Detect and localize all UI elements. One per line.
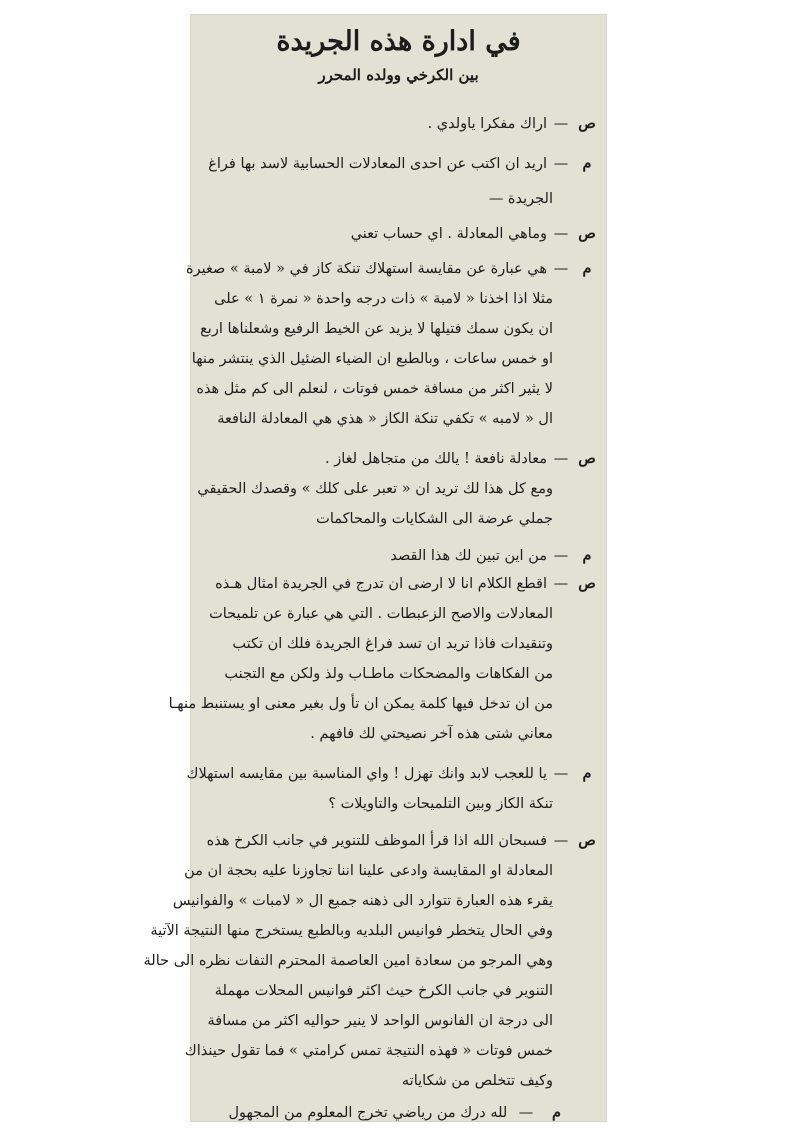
dialogue-text: يقرء هذه العبارة تتوارد الى ذهنه جميع ال « لامبات » والفوانيس	[172, 893, 553, 909]
speaker-mark: ص	[578, 575, 596, 592]
dialogue-line	[202, 826, 599, 856]
dialogue-line	[202, 629, 599, 659]
speaker-mark: م	[582, 547, 592, 564]
dialogue-line	[184, 1036, 599, 1066]
dialogue-text: المعادلة او المقايسة وادعى علينا اننا تجاوزنا عليه بحجة ان من	[184, 863, 553, 879]
dialogue-dash: —	[553, 226, 569, 242]
dialogue-text: خمس فوتات « فهذه النتيجة تمس كرامتي » فما تقول حينذاك	[184, 1043, 553, 1059]
dialogue-text: من اين تبين لك هذا القصد	[390, 548, 547, 564]
dialogue-text: الى درجة ان الفانوس الواحد لا ينير حواليه اكثر من مسافة	[207, 1013, 553, 1029]
dialogue-line	[150, 916, 599, 946]
dialogue-text: جملي عرضة الى الشكايات والمحاكمات	[316, 511, 553, 527]
dialogue-text: وفي الحال يتخطر فوانيس البلديه وبالطبع يستخرج منها النتيجة الآتية	[150, 923, 553, 939]
dialogue-text: يا للعجب لابد وانك تهزل ! واي المناسبة بين مقايسه استهلاك	[186, 766, 547, 782]
dialogue-text: معاني شتى هذه آخر نصيحتي لك فافهم .	[310, 726, 553, 742]
speaker-mark: ص	[578, 832, 596, 849]
dialogue-text: وماهي المعادلة . اي حساب تعني	[350, 226, 547, 242]
dialogue-dash: —	[518, 1105, 534, 1121]
speaker-mark: م	[582, 260, 592, 277]
speaker-mark: م	[582, 155, 592, 172]
dialogue-line	[202, 599, 599, 629]
dialogue-text: اقطع الكلام انا لا ارضى ان تدرج في الجريدة امثال هـذه	[215, 576, 547, 592]
dialogue-line	[186, 759, 599, 789]
dialogue-dash: —	[553, 156, 569, 172]
dialogue-line	[185, 254, 599, 284]
dialogue-text: من الفكاهات والمضحكات ماطـاب ولذ ولكن مع التجنب	[224, 666, 553, 682]
dialogue-line	[202, 541, 599, 571]
dialogue-line	[202, 719, 599, 749]
dialogue-line	[143, 946, 599, 976]
dialogue-text: معادلة نافعة ! يالك من متجاهل لغاز .	[325, 451, 547, 467]
speaker-mark: م	[582, 765, 592, 782]
dialogue-line	[196, 374, 599, 404]
dialogue-line	[197, 474, 599, 504]
dialogue-line	[202, 569, 599, 599]
dialogue-dash: —	[553, 261, 569, 277]
dialogue-line	[202, 789, 599, 819]
dialogue-text: وتنقيدات فاذا تريد ان تسد فراغ الجريدة فلك ان تكتب	[232, 636, 553, 652]
dialogue-dash: —	[553, 833, 569, 849]
dialogue-line	[202, 504, 599, 534]
dialogue-dash: —	[553, 766, 569, 782]
dialogue-text: وكيف تتخلص من شكاياته	[401, 1073, 553, 1089]
dialogue-line	[202, 1006, 599, 1036]
page-title: في ادارة هذه الجريدة	[276, 26, 521, 57]
dialogue-text: لا يثير اكثر من مسافة خمس فوتات ، لنعلم الى كم مثل هذه	[196, 381, 553, 397]
speaker-mark: ص	[578, 115, 596, 132]
dialogue-line	[191, 344, 599, 374]
dialogue-text: هي عبارة عن مقايسة استهلاك تنكة كاز في « لامبة » صغيرة	[185, 261, 547, 277]
page-subtitle: بين الكرخي وولده المحرر	[318, 66, 479, 84]
dialogue-text: من ان تدخل فيها كلمة يمكن ان تأ ول بغير معنى او يستنبط منهـا	[168, 696, 553, 712]
dialogue-line	[202, 404, 599, 434]
speaker-mark: م	[552, 1104, 562, 1121]
dialogue-text: اراك مفكرا ياولدي .	[427, 116, 547, 132]
dialogue-text: الجريدة —	[488, 191, 553, 207]
dialogue-line	[202, 659, 599, 689]
speaker-mark: ص	[578, 225, 596, 242]
dialogue-line	[172, 886, 599, 916]
dialogue-text: المعادلات والاصح الزعبطات . التي هي عبارة عن تلميحات	[209, 606, 553, 622]
dialogue-line	[202, 284, 599, 314]
dialogue-text: فسبحان الله اذا قرأ الموظف للتنوير في جانب الكرخ هذه	[206, 833, 547, 849]
dialogue-line	[202, 109, 599, 139]
dialogue-line	[202, 976, 599, 1006]
dialogue-line	[202, 149, 599, 179]
dialogue-line	[202, 314, 599, 344]
dialogue-dash: —	[553, 548, 569, 564]
speaker-mark: ص	[578, 450, 596, 467]
dialogue-line	[202, 1066, 599, 1096]
dialogue-text: التنوير في جانب الكرخ حيث اكثر فوانيس المحلات مهملة	[214, 983, 553, 999]
dialogue-text: مثلا اذا اخذنا « لامبة » ذات درجه واحدة « نمرة ١ » على	[214, 291, 553, 307]
dialogue-dash: —	[553, 451, 569, 467]
dialogue-line	[202, 444, 599, 474]
dialogue-text: ال « لامبه » تكفي تنكة الكاز « هذي هي المعادلة النافعة	[217, 411, 553, 427]
dialogue-line	[202, 184, 599, 214]
dialogue-line	[184, 856, 599, 886]
dialogue-text: اريد ان اكتب عن احدى المعادلات الحسابية لاسد بها فراغ	[208, 156, 547, 172]
dialogue-line	[202, 219, 599, 249]
newspaper-page	[143, 14, 607, 1122]
dialogue-text: او خمس ساعات ، وبالطبع ان الضياء الضئيل الذي ينتشر منها	[191, 351, 553, 367]
dialogue-text: تنكة الكاز وبين التلميحات والتاويلات ؟	[328, 796, 553, 812]
dialogue-text: ان يكون سمك فتيلها لا يزيد عن الخيط الرفيع وشعلناها اربع	[200, 321, 553, 337]
dialogue-text: لله درك من رياضي تخرج المعلوم من المجهول	[228, 1105, 508, 1121]
dialogue-text: وهي المرجو من سعادة امين العاصمة المحترم التفات نظره الى حالة	[143, 953, 553, 969]
dialogue-line	[190, 1104, 607, 1121]
dialogue-dash: —	[553, 116, 569, 132]
dialogue-dash: —	[553, 576, 569, 592]
dialogue-text: ومع كل هذا لك تريد ان « تعبر على كلك » وقصدك الحقيقي	[197, 481, 553, 497]
dialogue-line	[168, 689, 599, 719]
